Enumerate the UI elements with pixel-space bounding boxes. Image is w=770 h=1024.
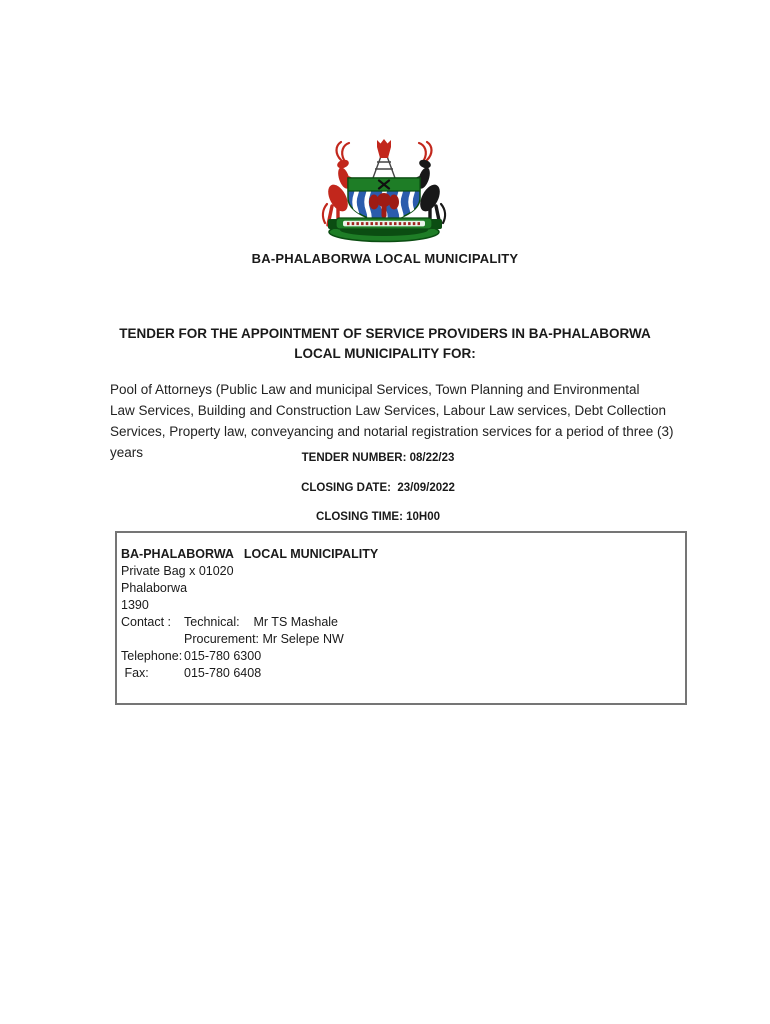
contact-role-technical: Technical: (184, 615, 254, 629)
contact-row-procurement (121, 631, 677, 648)
tender-title (105, 324, 665, 364)
fax-row (121, 665, 677, 682)
fax-number: 015-780 6408 (184, 666, 262, 680)
crest-finial (373, 139, 395, 178)
telephone-number: 015-780 6300 (184, 649, 262, 663)
description-line: Pool of Attorneys (Public Law and municipal Services, Town Planning and Environmental (110, 382, 640, 397)
closing-time: CLOSING TIME: 10H00 (316, 511, 440, 523)
address-line-private-bag: Private Bag x 01020 (121, 564, 234, 578)
info-box-title: BA-PHALABORWA LOCAL MUNICIPALITY (121, 547, 379, 561)
contact-label: Contact : (121, 615, 172, 629)
contact-role-procurement: Procurement: (184, 632, 263, 646)
tender-title-line-2: LOCAL MUNICIPALITY FOR: (294, 346, 476, 361)
tender-description (110, 379, 685, 463)
municipality-name-heading: BA-PHALABORWA LOCAL MUNICIPALITY (251, 251, 519, 266)
contact-row-technical (121, 614, 677, 631)
description-line: Law Services, Building and Construction Law Services, Labour Law services, Debt Collection (110, 403, 667, 418)
address-line-postal-code: 1390 (121, 598, 149, 612)
municipality-coat-of-arms-icon (298, 136, 472, 244)
tender-title-line-1: TENDER FOR THE APPOINTMENT OF SERVICE PROVIDERS IN BA-PHALABORWA (119, 326, 651, 341)
contact-info-box (115, 531, 687, 705)
description-line: Services, Property law, conveyancing and notarial registration services for a period of three (3) (110, 424, 674, 439)
telephone-label: Telephone: (121, 649, 183, 663)
contact-person-technical: Mr TS Mashale (253, 615, 338, 629)
motto-banner (328, 218, 442, 229)
closing-date: CLOSING DATE: 23/09/2022 (301, 482, 455, 494)
contact-label-empty (121, 631, 184, 648)
telephone-row (121, 648, 677, 665)
fax-label: Fax: (121, 666, 149, 680)
description-line: years (110, 445, 144, 460)
tender-number: TENDER NUMBER: 08/22/23 (301, 452, 455, 464)
address-line-town: Phalaborwa (121, 581, 188, 595)
contact-person-procurement: Mr Selepe NW (262, 632, 344, 646)
